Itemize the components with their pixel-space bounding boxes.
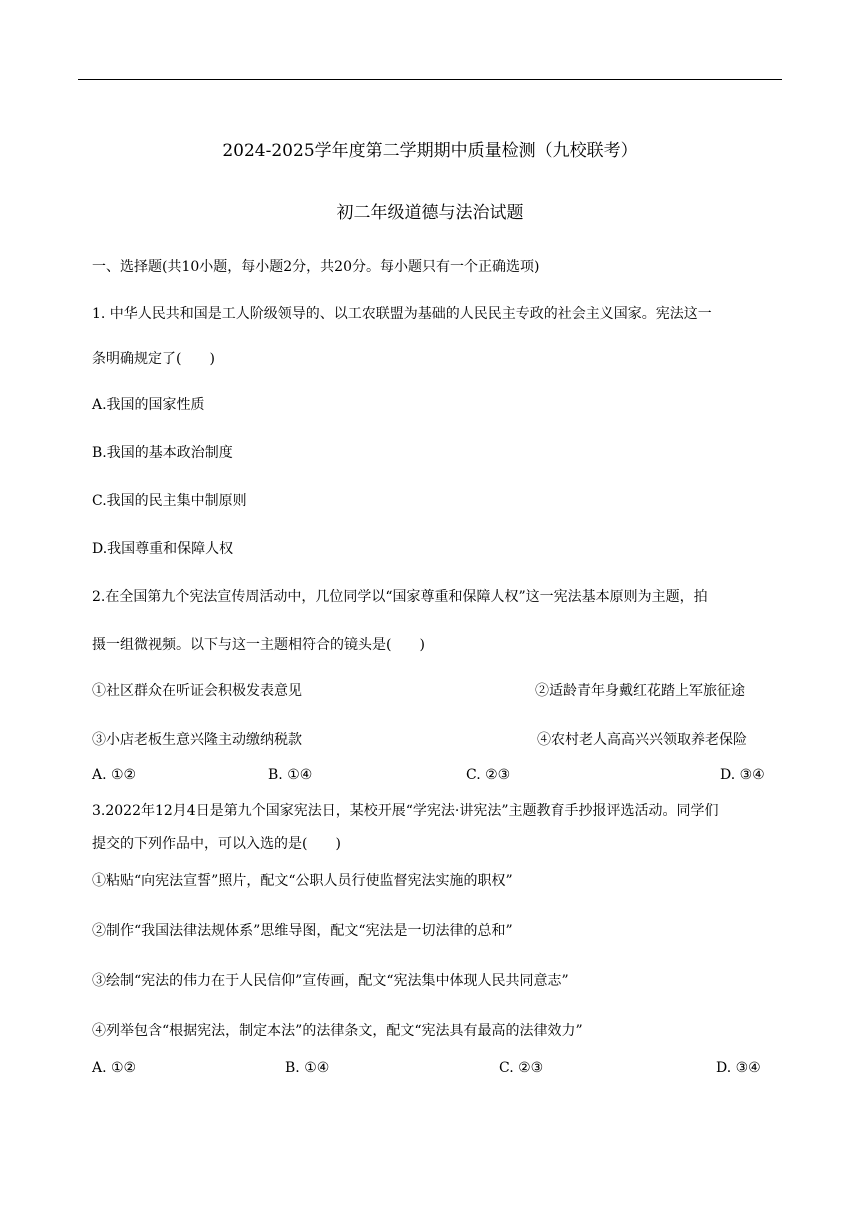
question-3-option-b: B. ①④ [285, 1060, 330, 1076]
question-2-option-a: A. ①② [92, 767, 137, 783]
question-3-stem-line-1: 3.2022年12月4日是第九个国家宪法日，某校开展“学宪法·讲宪法”主题教育手抄报评选活动。同学们 [92, 803, 719, 819]
question-2-item-2: ②适龄青年身戴红花踏上军旅征途 [535, 683, 745, 699]
question-2-item-4: ④农村老人高高兴兴领取养老保险 [537, 732, 747, 748]
question-3-item-1: ①粘贴“向宪法宣誓”照片，配文“公职人员行使监督宪法实施的职权” [92, 873, 513, 889]
question-3-option-c: C. ②③ [499, 1060, 544, 1076]
question-1-stem-line-1: 1. 中华人民共和国是工人阶级领导的、以工农联盟为基础的人民民主专政的社会主义国家。宪法这一 [92, 306, 712, 322]
header-rule [78, 79, 782, 80]
question-2-option-c: C. ②③ [466, 767, 511, 783]
question-2-option-d: D. ③④ [720, 767, 765, 783]
question-1-option-a: A.我国的国家性质 [92, 397, 205, 413]
exam-title: 2024-2025学年度第二学期期中质量检测（九校联考） [222, 141, 638, 161]
question-1-option-c: C.我国的民主集中制原则 [92, 493, 247, 509]
question-1-option-d: D.我国尊重和保障人权 [92, 541, 234, 557]
question-3-option-a: A. ①② [92, 1060, 137, 1076]
question-3-item-4: ④列举包含“根据宪法，制定本法”的法律条文，配文“宪法具有最高的法律效力” [92, 1023, 583, 1039]
question-1-option-b: B.我国的基本政治制度 [92, 445, 233, 461]
question-2-stem-line-2: 摄一组微视频。以下与这一主题相符合的镜头是( ) [92, 637, 425, 653]
question-1-stem-line-2: 条明确规定了( ) [92, 351, 215, 367]
question-3-item-3: ③绘制“宪法的伟力在于人民信仰”宣传画，配文“宪法集中体现人民共同意志” [92, 973, 569, 989]
question-3-option-d: D. ③④ [716, 1060, 761, 1076]
question-2-stem-line-1: 2.在全国第九个宪法宣传周活动中，几位同学以“国家尊重和保障人权”这一宪法基本原则为主题，拍 [92, 589, 708, 605]
question-2-item-1: ①社区群众在听证会积极发表意见 [92, 683, 302, 699]
question-2-option-b: B. ①④ [268, 767, 313, 783]
section-heading: 一、选择题(共10小题，每小题2分，共20分。每小题只有一个正确选项) [92, 259, 540, 275]
question-2-item-3: ③小店老板生意兴隆主动缴纳税款 [92, 732, 302, 748]
question-3-item-2: ②制作“我国法律法规体系”思维导图，配文“宪法是一切法律的总和” [92, 923, 513, 939]
question-3-stem-line-2: 提交的下列作品中，可以入选的是( ) [92, 836, 341, 852]
exam-subtitle: 初二年级道德与法治试题 [336, 203, 524, 223]
